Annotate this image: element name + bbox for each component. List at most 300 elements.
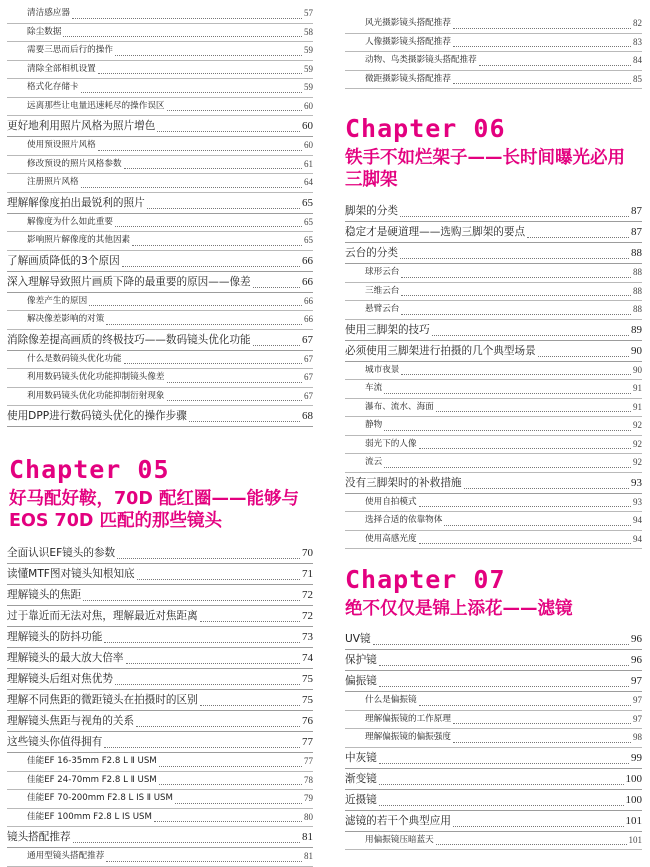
toc-entry	[7, 669, 313, 690]
toc-entry-label: 佳能EF 24-70mm F2.8 L Ⅱ USM	[27, 774, 157, 785]
toc-entry-label: 佳能EF 70-200mm F2.8 L IS Ⅱ USM	[27, 793, 173, 803]
toc-entry-label: 使用预设照片风格	[27, 140, 96, 150]
dot-leader	[81, 187, 302, 188]
toc-entry-label: 云台的分类	[345, 247, 398, 259]
toc-entry	[7, 251, 313, 272]
toc-entry-page: 92	[633, 438, 642, 449]
dot-leader	[453, 46, 631, 47]
toc-entry	[345, 243, 642, 264]
dot-leader	[479, 65, 631, 66]
dot-leader	[98, 150, 302, 151]
toc-entry-page: 67	[302, 333, 313, 346]
toc-entry-page: 92	[633, 420, 642, 430]
toc-entry-label: 这些镜头你值得拥有	[7, 736, 103, 748]
toc-entry	[7, 585, 313, 606]
dot-leader	[124, 363, 302, 364]
toc-entry	[7, 61, 313, 80]
toc-entry-label: 选择合适的依靠物体	[365, 515, 443, 525]
toc-list	[345, 629, 642, 850]
toc-entry-page: 72	[302, 589, 313, 601]
toc-entry-label: 微距摄影镜头搭配推荐	[365, 73, 451, 84]
dot-leader	[136, 726, 300, 727]
toc-entry-page: 99	[631, 751, 642, 764]
dot-leader	[432, 335, 629, 336]
toc-entry-label: 通用型镜头搭配推荐	[27, 851, 105, 861]
toc-entry-page: 66	[304, 314, 313, 324]
toc-entry-page: 100	[625, 772, 642, 785]
dot-leader	[175, 803, 302, 804]
toc-entry-label: 利用数码镜头优化功能抑制衍射现象	[27, 390, 165, 401]
toc-entry-label: 理解镜头的焦距	[7, 589, 82, 601]
toc-entry	[345, 399, 642, 418]
toc-entry-label: 使用DPP进行数码镜头优化的操作步骤	[7, 410, 187, 422]
dot-leader	[104, 642, 300, 643]
toc-entry-page: 85	[633, 73, 642, 84]
toc-entry-page: 97	[633, 713, 642, 724]
toc-entry-label: 使用自拍模式	[365, 496, 417, 507]
toc-entry-label: 球形云台	[365, 267, 400, 277]
dot-leader	[159, 784, 302, 785]
toc-entry-label: 全面认识EF镜头的参数	[7, 547, 116, 559]
toc-entry-page: 97	[631, 675, 642, 687]
toc-entry	[345, 729, 642, 748]
toc-entry	[7, 214, 313, 233]
dot-leader	[419, 543, 631, 544]
toc-entry-label: 佳能EF 16-35mm F2.8 L Ⅱ USM	[27, 756, 157, 766]
toc-entry-label: 没有三脚架时的补救措施	[345, 476, 462, 489]
toc-entry-label: 中灰镜	[345, 751, 377, 764]
dot-leader	[538, 356, 629, 357]
toc-entry-label: 解决像差影响的对策	[27, 314, 105, 324]
dot-leader	[419, 448, 631, 449]
toc-entry	[7, 98, 313, 117]
dot-leader	[104, 747, 300, 748]
toc-entry	[345, 711, 642, 730]
toc-entry-page: 75	[302, 673, 313, 685]
toc-entry-label: 解像度为什么如此重要	[27, 216, 113, 227]
dot-leader	[83, 600, 300, 601]
dot-leader	[419, 506, 631, 507]
toc-entry-label: 理解镜头的防抖功能	[7, 631, 103, 643]
toc-entry	[345, 264, 642, 283]
toc-entry	[7, 293, 313, 312]
toc-entry-label: 了解画质降低的3个原因	[7, 254, 120, 267]
chapter-06-heading	[345, 115, 625, 191]
toc-entry	[7, 564, 313, 585]
toc-entry-label: 理解镜头焦距与视角的关系	[7, 715, 135, 727]
toc-entry-page: 88	[633, 267, 642, 277]
toc-entry-page: 65	[302, 196, 313, 209]
dot-leader	[379, 805, 624, 806]
chapter-05-heading	[9, 456, 299, 532]
toc-entry-label: 什么是数码镜头优化功能	[27, 353, 122, 364]
toc-entry-page: 75	[302, 694, 313, 706]
toc-entry	[7, 42, 313, 61]
dot-leader	[167, 110, 302, 111]
toc-entry-page: 93	[631, 476, 642, 489]
toc-entry	[345, 790, 642, 811]
toc-entry-label: 滤镜的若干个典型应用	[345, 814, 451, 827]
toc-entry	[345, 222, 642, 243]
toc-entry	[345, 748, 642, 769]
toc-entry-label: 流云	[365, 457, 383, 467]
toc-entry	[345, 301, 642, 320]
toc-entry-label: 影响照片解像度的其他因素	[27, 235, 131, 245]
toc-entry-page: 101	[625, 814, 642, 827]
dot-leader	[167, 382, 302, 383]
toc-entry	[345, 454, 642, 473]
toc-entry	[7, 648, 313, 669]
toc-entry	[345, 201, 642, 222]
toc-entry	[7, 406, 313, 427]
dot-leader	[106, 324, 302, 325]
dot-leader	[132, 245, 302, 246]
dot-leader	[117, 558, 300, 559]
toc-entry-page: 98	[633, 732, 642, 742]
toc-entry	[7, 232, 313, 251]
dot-leader	[527, 237, 629, 238]
toc-entry-page: 77	[304, 756, 313, 766]
dot-leader	[89, 305, 302, 306]
dot-leader	[453, 83, 631, 84]
dot-leader	[81, 92, 302, 93]
chapter-title: Chapter 05	[9, 455, 170, 484]
toc-entry	[7, 116, 313, 137]
toc-entry-label: 风光摄影镜头搭配推荐	[365, 18, 451, 28]
toc-entry-label: 偏振镜	[345, 675, 377, 687]
toc-entry-page: 87	[631, 205, 642, 217]
toc-entry-label: 需要三思而后行的操作	[27, 45, 113, 55]
toc-entry	[7, 772, 313, 791]
toc-entry-label: 使用高感光度	[365, 533, 417, 544]
toc-entry-label: 理解偏振镜的偏振强度	[365, 732, 451, 742]
dot-leader	[384, 467, 631, 468]
dot-leader	[253, 345, 300, 346]
toc-entry	[345, 320, 642, 341]
toc-entry-label: 除尘数据	[27, 26, 62, 37]
dot-leader	[373, 644, 629, 645]
toc-entry-label: 渐变镜	[345, 772, 377, 785]
toc-entry-page: 91	[633, 401, 642, 412]
toc-entry-page: 79	[304, 793, 313, 803]
toc-entry	[345, 15, 642, 34]
chapter-subtitle: 铁手不如烂架子——长时间曝光必用	[345, 148, 625, 168]
toc-entry	[7, 174, 313, 193]
dot-leader	[126, 663, 300, 664]
toc-entry	[345, 531, 642, 550]
toc-entry-page: 66	[302, 275, 313, 288]
toc-entry-label: 用偏振镜压暗蓝天	[365, 834, 434, 845]
toc-entry-page: 88	[631, 247, 642, 259]
toc-entry-page: 92	[633, 457, 642, 467]
toc-entry-label: 城市夜景	[365, 364, 400, 375]
toc-entry-label: 人像摄影镜头搭配推荐	[365, 36, 451, 47]
toc-entry	[7, 369, 313, 388]
toc-entry-page: 65	[304, 216, 313, 227]
dot-leader	[453, 742, 631, 743]
toc-entry	[7, 711, 313, 732]
toc-entry	[345, 629, 642, 650]
toc-entry	[7, 156, 313, 175]
toc-entry	[345, 473, 642, 494]
toc-entry-page: 71	[302, 568, 313, 580]
toc-entry-label: 注册照片风格	[27, 177, 79, 187]
toc-entry-page: 90	[631, 344, 642, 357]
toc-entry-page: 94	[633, 515, 642, 525]
toc-entry	[7, 753, 313, 772]
toc-entry-page: 96	[631, 654, 642, 666]
toc-entry-label: 过于靠近而无法对焦，理解最近对焦距离	[7, 610, 198, 622]
chapter-subtitle: EOS 70D 匹配的那些镜头	[9, 511, 222, 531]
toc-entry-label: 三维云台	[365, 285, 400, 296]
toc-entry-label: UV镜	[345, 633, 371, 645]
toc-entry-label: 车流	[365, 383, 383, 393]
toc-entry-page: 58	[304, 26, 313, 37]
toc-entry	[7, 809, 313, 828]
toc-entry-page: 60	[304, 100, 313, 111]
toc-entry-label: 消除像差提高画质的终极技巧——数码镜头优化功能	[7, 333, 251, 346]
dot-leader	[384, 393, 631, 394]
dot-leader	[98, 73, 302, 74]
toc-entry-page: 74	[302, 652, 313, 664]
toc-entry	[345, 341, 642, 362]
toc-entry-page: 80	[304, 811, 313, 822]
toc-entry-page: 93	[633, 496, 642, 507]
toc-entry-page: 73	[302, 631, 313, 643]
toc-entry-page: 61	[304, 158, 313, 169]
toc-entry	[345, 811, 642, 832]
toc-entry	[345, 650, 642, 671]
toc-entry	[345, 71, 642, 90]
toc-entry-page: 67	[304, 390, 313, 401]
toc-entry-label: 理解偏振镜的工作原理	[365, 713, 451, 724]
dot-leader	[401, 374, 631, 375]
toc-entry	[7, 690, 313, 711]
dot-leader	[63, 36, 302, 37]
toc-entry-label: 清除全部相机设置	[27, 63, 96, 74]
toc-entry-page: 88	[633, 285, 642, 296]
toc-entry	[345, 769, 642, 790]
toc-entry	[345, 671, 642, 692]
toc-entry-label: 格式化存储卡	[27, 82, 79, 92]
toc-entry-label: 理解解像度拍出最锐利的照片	[7, 196, 145, 209]
toc-entry-page: 77	[302, 736, 313, 748]
toc-entry	[7, 790, 313, 809]
toc-entry	[345, 832, 642, 851]
toc-entry-label: 瀑布、流水、海面	[365, 401, 434, 412]
toc-entry-page: 89	[631, 323, 642, 336]
toc-entry-label: 远离那些让电量迅速耗尽的操作误区	[27, 100, 165, 111]
toc-entry	[7, 543, 313, 564]
toc-entry	[7, 311, 313, 330]
toc-entry-label: 必须使用三脚架进行拍摄的几个典型场景	[345, 344, 536, 357]
toc-entry-page: 66	[304, 295, 313, 306]
toc-entry-page: 67	[304, 372, 313, 382]
toc-entry-page: 81	[304, 851, 313, 861]
dot-leader	[72, 18, 302, 19]
toc-entry-page: 91	[633, 383, 642, 393]
dot-leader	[147, 208, 300, 209]
dot-leader	[200, 705, 300, 706]
toc-entry	[345, 362, 642, 381]
chapter-subtitle: 绝不仅仅是锦上添花——滤镜	[345, 599, 573, 619]
toc-list	[7, 5, 313, 427]
dot-leader	[419, 705, 631, 706]
dot-leader	[401, 314, 631, 315]
toc-entry	[7, 606, 313, 627]
dot-leader	[73, 842, 300, 843]
toc-entry	[345, 417, 642, 436]
dot-leader	[115, 226, 302, 227]
dot-leader	[253, 287, 300, 288]
dot-leader	[400, 258, 629, 259]
toc-entry-page: 100	[625, 793, 642, 806]
dot-leader	[400, 216, 629, 217]
dot-leader	[200, 621, 300, 622]
dot-leader	[453, 723, 631, 724]
toc-entry	[7, 627, 313, 648]
toc-entry-label: 佳能EF 100mm F2.8 L IS USM	[27, 811, 152, 822]
dot-leader	[436, 411, 631, 412]
toc-entry	[7, 272, 313, 293]
dot-leader	[464, 488, 629, 489]
dot-leader	[401, 277, 631, 278]
toc-entry-label: 读懂MTF图对镜头知根知底	[7, 568, 135, 580]
dot-leader	[137, 579, 300, 580]
toc-entry-page: 97	[633, 695, 642, 705]
toc-list	[7, 543, 313, 867]
toc-entry	[7, 351, 313, 370]
toc-entry	[7, 5, 313, 24]
toc-entry-label: 动物、鸟类摄影镜头搭配推荐	[365, 55, 477, 65]
toc-entry	[7, 79, 313, 98]
toc-entry-page: 94	[633, 533, 642, 544]
toc-entry-page: 66	[302, 254, 313, 267]
toc-entry-page: 83	[633, 36, 642, 47]
toc-entry	[345, 34, 642, 53]
toc-entry	[345, 283, 642, 302]
dot-leader	[154, 821, 302, 822]
toc-entry-page: 70	[302, 547, 313, 559]
dot-leader	[157, 131, 300, 132]
toc-entry-page: 84	[633, 55, 642, 65]
toc-entry-page: 88	[633, 304, 642, 314]
toc-entry-label: 脚架的分类	[345, 205, 398, 217]
dot-leader	[115, 684, 300, 685]
toc-entry	[345, 380, 642, 399]
toc-entry	[345, 512, 642, 531]
toc-entry-page: 78	[304, 774, 313, 785]
toc-entry-label: 保护镜	[345, 654, 377, 666]
toc-entry	[345, 436, 642, 455]
dot-leader	[384, 430, 631, 431]
toc-entry	[345, 692, 642, 711]
toc-entry-page: 90	[633, 364, 642, 375]
toc-entry-page: 60	[302, 120, 313, 132]
toc-entry-label: 近摄镜	[345, 793, 377, 806]
toc-entry-label: 理解镜头后组对焦优势	[7, 673, 113, 685]
toc-entry-page: 68	[302, 410, 313, 422]
dot-leader	[379, 686, 629, 687]
toc-entry	[7, 137, 313, 156]
toc-entry-page: 72	[302, 610, 313, 622]
toc-entry-page: 67	[304, 353, 313, 364]
toc-entry-page: 65	[304, 235, 313, 245]
toc-entry-label: 修改预设的照片风格参数	[27, 158, 122, 169]
toc-entry-page: 76	[302, 715, 313, 727]
dot-leader	[122, 266, 300, 267]
toc-entry-page: 57	[304, 8, 313, 18]
dot-leader	[159, 766, 302, 767]
toc-entry-label: 利用数码镜头优化功能抑制镜头像差	[27, 372, 165, 382]
toc-entry-label: 使用三脚架的技巧	[345, 323, 430, 336]
toc-entry	[345, 494, 642, 513]
toc-entry	[7, 848, 313, 867]
toc-list	[345, 201, 642, 549]
toc-entry	[7, 24, 313, 43]
toc-entry-label: 静物	[365, 420, 383, 430]
toc-entry-label: 深入理解导致照片画质下降的最重要的原因——像差	[7, 275, 251, 288]
toc-entry-label: 悬臂云台	[365, 304, 400, 314]
dot-leader	[124, 168, 302, 169]
toc-entry-page: 87	[631, 226, 642, 238]
toc-entry-label: 稳定才是硬道理——选购三脚架的要点	[345, 226, 526, 238]
toc-entry-page: 82	[633, 18, 642, 28]
toc-entry	[7, 827, 313, 848]
dot-leader	[379, 763, 629, 764]
dot-leader	[453, 28, 631, 29]
toc-entry	[7, 330, 313, 351]
toc-entry-label: 清洁感应器	[27, 8, 70, 18]
dot-leader	[106, 861, 302, 862]
toc-entry	[7, 193, 313, 214]
toc-entry-page: 96	[631, 633, 642, 645]
chapter-07-heading	[345, 566, 573, 620]
toc-entry-page: 64	[304, 177, 313, 187]
toc-entry-page: 81	[302, 831, 313, 843]
toc-entry-page: 59	[304, 82, 313, 92]
chapter-title: Chapter 07	[345, 565, 506, 594]
dot-leader	[401, 295, 631, 296]
chapter-subtitle: 三脚架	[345, 170, 398, 190]
dot-leader	[444, 525, 631, 526]
toc-entry-label: 理解镜头的最大放大倍率	[7, 652, 124, 664]
dot-leader	[189, 421, 300, 422]
dot-leader	[115, 55, 302, 56]
toc-entry-label: 更好地利用照片风格为照片增色	[7, 120, 156, 132]
toc-entry-label: 什么是偏振镜	[365, 695, 417, 705]
toc-entry	[7, 732, 313, 753]
toc-entry-label: 镜头搭配推荐	[7, 831, 71, 843]
toc-entry	[7, 388, 313, 407]
toc-entry-page: 101	[628, 834, 642, 845]
toc-entry-page: 60	[304, 140, 313, 150]
toc-entry-page: 59	[304, 63, 313, 74]
toc-entry-label: 理解不同焦距的微距镜头在拍摄时的区别	[7, 694, 198, 706]
chapter-title: Chapter 06	[345, 114, 506, 143]
toc-list	[345, 15, 642, 89]
dot-leader	[167, 400, 302, 401]
toc-entry-label: 像差产生的原因	[27, 295, 88, 306]
dot-leader	[379, 784, 624, 785]
toc-entry	[345, 52, 642, 71]
toc-entry-page: 59	[304, 45, 313, 55]
chapter-subtitle: 好马配好鞍，70D 配红圈——能够与	[9, 489, 299, 509]
dot-leader	[379, 665, 629, 666]
toc-entry-label: 弱光下的人像	[365, 438, 417, 449]
dot-leader	[436, 844, 627, 845]
dot-leader	[453, 826, 624, 827]
